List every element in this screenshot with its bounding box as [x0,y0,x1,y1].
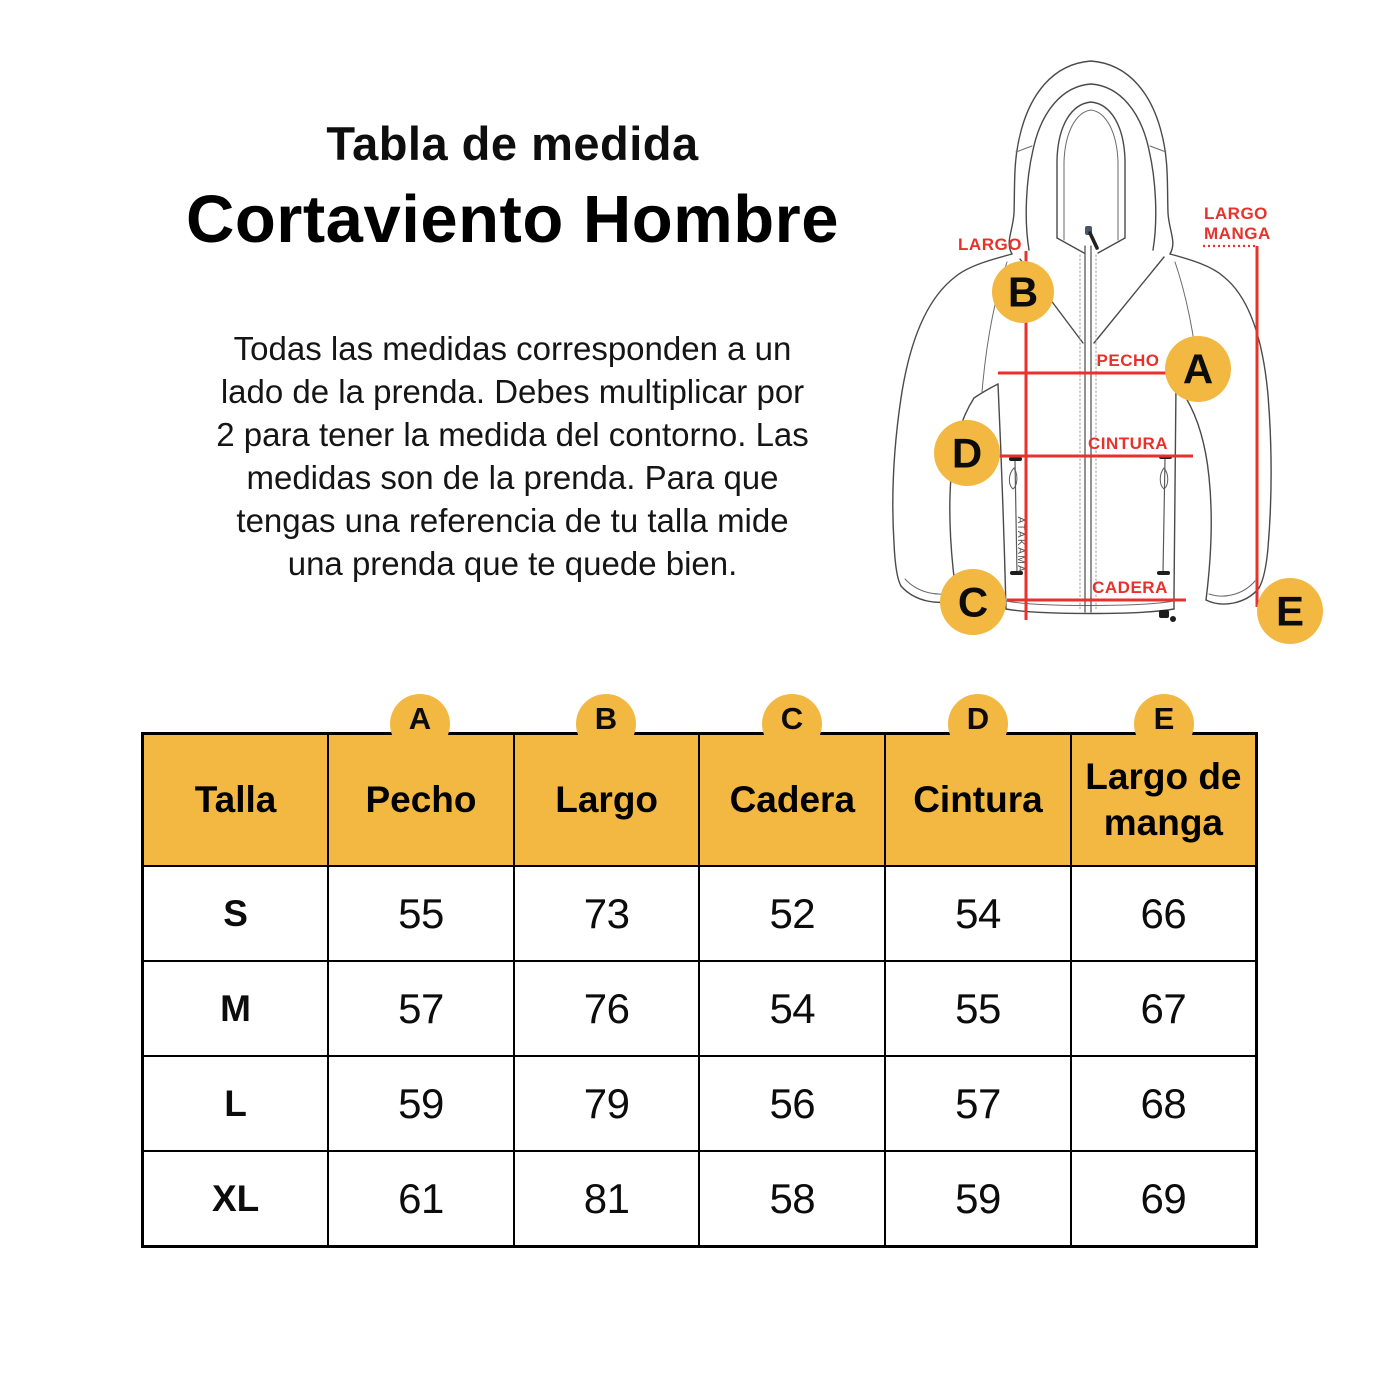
column-badge-d: D [948,694,1008,754]
marker-e [1257,578,1323,644]
table-row-l [143,1056,1257,1151]
column-header-largo: Largo [514,734,700,867]
measure-cell: 79 [514,1056,700,1151]
size-cell: L [143,1056,329,1151]
measure-label-largo: LARGO [958,235,1022,254]
hem-outer [1006,609,1174,614]
sleeve-right-inner [1186,398,1211,600]
hood-middle [1026,84,1156,250]
measure-label-cintura: CINTURA [1088,434,1168,453]
measure-cell: 76 [514,961,700,1056]
column-badge-a: A [390,694,450,754]
cuff-right-inner [1209,581,1255,596]
marker-b [992,261,1054,323]
intro-line: lado de la prenda. Debes multiplicar por [220,373,805,410]
column-header-talla: Talla [143,734,329,867]
measure-label-largo-manga-2: MANGA [1204,224,1271,243]
marker-a-letter: A [1182,345,1214,393]
marker-d [934,420,1000,486]
cord-lock-tip [1170,616,1176,622]
page-subtitle: Tabla de medida [326,117,699,170]
hem-inner [1006,601,1174,606]
measure-cell: 57 [328,961,514,1056]
marker-d-letter: D [951,429,983,477]
column-header-largo-de-manga: Largo de manga [1071,734,1257,867]
column-header-cadera: Cadera [699,734,885,867]
marker-c-letter: C [957,578,989,626]
header-row [143,734,1257,867]
measure-cell: 57 [885,1056,1071,1151]
intro-line: tengas una referencia de tu talla mide [236,502,789,539]
chin-left [1057,238,1084,253]
column-badge-e: E [1134,694,1194,754]
armpit-left [974,384,998,398]
hood-face-opening [1057,102,1125,238]
measure-label-cadera: CADERA [1092,578,1168,597]
size-cell: M [143,961,329,1056]
measure-cell: 67 [1071,961,1257,1056]
collar-seam-right [1094,257,1164,343]
measure-cell: 52 [699,866,885,961]
table-row-s [143,866,1257,961]
page-title: Cortaviento Hombre [185,182,840,257]
marker-a [1165,336,1231,402]
table-row-m [143,961,1257,1056]
hood-seam-right [1150,146,1166,152]
column-header-pecho: Pecho [328,734,514,867]
measure-cell: 59 [328,1056,514,1151]
hood-seam-left [1016,146,1032,152]
pocket-right [1163,459,1165,573]
size-cell: S [143,866,329,961]
table-row-xl [143,1151,1257,1247]
hood-face-inner [1064,110,1118,240]
measure-cell: 56 [699,1056,885,1151]
size-table [141,732,1258,1248]
measure-cell: 61 [328,1151,514,1247]
column-badge-c: C [762,694,822,754]
measure-label-pecho: PECHO [1096,351,1160,370]
chin-right [1098,238,1125,253]
marker-b-letter: B [1007,268,1039,316]
measure-cell: 81 [514,1151,700,1247]
intro-paragraph [90,327,935,585]
measure-cell: 68 [1071,1056,1257,1151]
jacket-diagram [885,40,1330,655]
intro-line: 2 para tener la medida del contorno. Las [216,416,809,453]
hood-outer [1009,61,1173,254]
sleeve-left-outer [893,254,1012,586]
measure-cell: 55 [328,866,514,961]
body-right-edge [1174,384,1176,609]
brand-text: ATAKAMA [1015,516,1026,574]
measure-cell: 55 [885,961,1071,1056]
marker-e-letter: E [1275,587,1305,635]
intro-line: una prenda que te quede bien. [287,545,738,582]
body-left-edge [998,384,1006,609]
cord-lock [1159,610,1169,618]
measure-cell: 69 [1071,1151,1257,1247]
measure-cell: 73 [514,866,700,961]
measure-cell: 54 [699,961,885,1056]
intro-line: Todas las medidas corresponden a un [233,330,792,367]
intro-line: medidas son de la prenda. Para que [246,459,779,496]
cuff-right [1206,588,1259,604]
jacket-outline [893,61,1271,614]
measure-cell: 59 [885,1151,1071,1247]
measure-labels [958,204,1271,597]
marker-c [940,569,1006,635]
column-badge-b: B [576,694,636,754]
measure-cell: 54 [885,866,1071,961]
measure-cell: 66 [1071,866,1257,961]
measure-cell: 58 [699,1151,885,1247]
size-cell: XL [143,1151,329,1247]
measure-label-largo-manga-1: LARGO [1204,204,1268,223]
column-header-cintura: Cintura [885,734,1071,867]
